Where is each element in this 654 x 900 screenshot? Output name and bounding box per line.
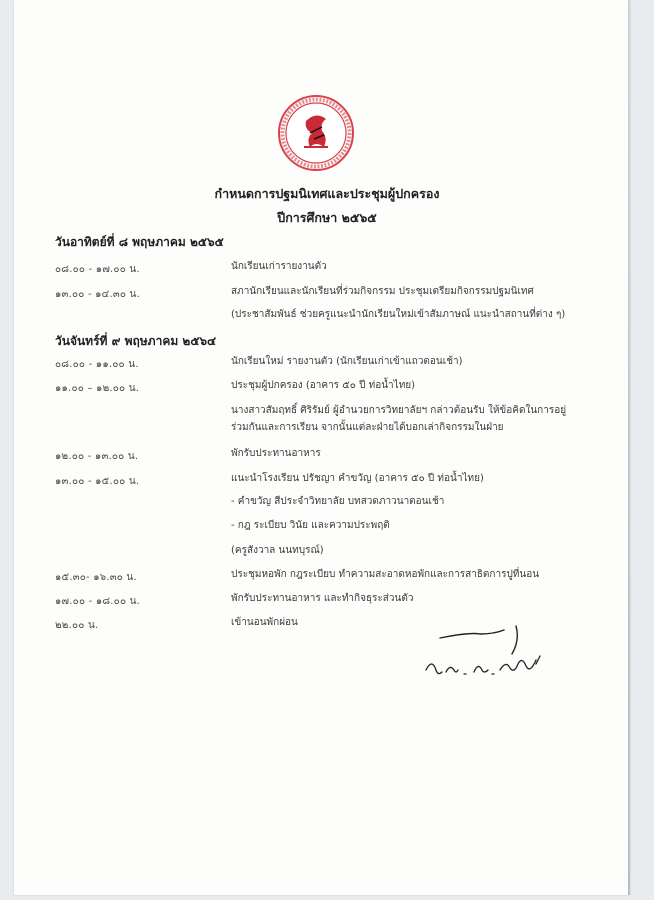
schedule-time: ๐๘.๐๐ - ๑๗.๐๐ น. — [55, 264, 140, 275]
schedule-time: ๑๕.๓๐- ๑๖.๓๐ น. — [55, 572, 137, 583]
schedule-time: ๑๑.๐๐ – ๑๒.๐๐ น. — [55, 383, 140, 394]
document-title: กำหนดการปฐมนิเทศและประชุมผู้ปกครอง — [214, 186, 440, 201]
schedule-time: ๑๒.๐๐ - ๑๓.๐๐ น. — [55, 451, 139, 462]
schedule-activity-bullet: - คำขวัญ สีประจำวิทยาลัย บทสวดภาวนาตอนเช้า — [231, 496, 445, 507]
schedule-activity: ประชุมผู้ปกครอง (อาคาร ๕๐ ปี ท่อน้ำไทย) — [231, 380, 416, 391]
schedule-activity: พักรับประทานอาหาร — [231, 448, 321, 459]
schedule-activity: นักเรียนเก่ารายงานตัว — [231, 261, 327, 272]
day-heading: วันอาทิตย์ที่ ๘ พฤษภาคม ๒๕๖๕ — [55, 235, 224, 249]
schedule-time: ๑๗.๐๐ - ๑๘.๐๐ น. — [55, 596, 141, 607]
schedule-time: ๒๒.๐๐ น. — [55, 620, 99, 631]
day-heading: วันจันทร์ที่ ๙ พฤษภาคม ๒๕๖๔ — [55, 334, 217, 348]
schedule-activity-detail: ร่วมกันและการเรียน จากนั้นแต่ละฝ่ายได้บอกเล่ากิจกรรมในฝ่าย — [231, 422, 504, 433]
schedule-activity: พักรับประทานอาหาร และทำกิจธุระส่วนตัว — [231, 593, 414, 604]
schedule-activity: นักเรียนใหม่ รายงานตัว (นักเรียนเก่าเข้าแถวตอนเช้า) — [231, 356, 463, 367]
schedule-activity: เข้านอนพักผ่อน — [231, 617, 298, 628]
schedule-activity-bullet: - กฎ ระเบียบ วินัย และความประพฤติ — [231, 520, 390, 531]
schedule-time: ๐๘.๐๐ - ๑๑.๐๐ น. — [55, 359, 139, 370]
handwritten-signature — [420, 620, 550, 690]
schedule-time: ๑๓.๐๐ - ๑๔.๓๐ น. — [55, 289, 140, 300]
schedule-activity-note: (ครูสังวาล นนทบุรณ์) — [231, 545, 324, 556]
page-edge — [628, 0, 630, 895]
school-seal-logo — [276, 93, 356, 173]
schedule-activity: ประชุมหอพัก กฎระเบียบ ทำความสะอาดหอพักและการสาธิตการปูที่นอน — [231, 569, 540, 580]
schedule-activity-detail: นางสาวสัมฤทธิ์ ศิริรัมย์ ผู้อำนวยการวิทยาลัยฯ กล่าวต้อนรับ ให้ข้อคิดในการอยู่ — [231, 405, 567, 416]
document-subtitle: ปีการศึกษา ๒๕๖๕ — [277, 210, 377, 225]
schedule-activity: แนะนำโรงเรียน ปรัชญา คำขวัญ (อาคาร ๕๐ ปี ท่อน้ำไทย) — [231, 473, 484, 484]
schedule-activity-note: (ประชาสัมพันธ์ ช่วยครูแนะนำนักเรียนใหม่เข้าสัมภาษณ์ แนะนำสถานที่ต่าง ๆ) — [231, 309, 566, 320]
schedule-activity: สภานักเรียนและนักเรียนที่ร่วมกิจกรรม ประชุมเตรียมกิจกรรมปฐมนิเทศ — [231, 286, 534, 297]
schedule-time: ๑๓.๐๐ - ๑๕.๐๐ น. — [55, 476, 140, 487]
